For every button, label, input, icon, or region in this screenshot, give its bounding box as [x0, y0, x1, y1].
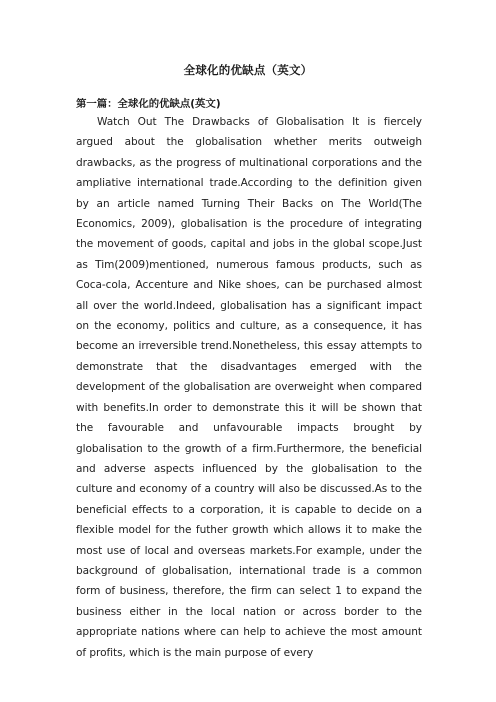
body-paragraph: Watch Out The Drawbacks of Globalisation It is fiercely argued about the globalisation whether merits outweigh drawbacks, as the progress of multinational corporations and the ampliative international trade.According to the definition given by an article named Turning Their Backs on The World(The Economics, 2009), globalisation is the procedure of integrating the movement of goods, capital and jobs in the global scope.Just as Tim(2009)mentioned, numerous famous products, such as Coca-cola, Accenture and Nike shoes, can be purchased almost all over the world.Indeed, globalisation has a significant impact on the economy, politics and culture, as a consequence, it has become an irreversible trend.Nonetheless, this essay attempts to demonstrate that the disadvantages emerged with the development of the globalisation are overweight when compared with benefits.In order to demonstrate this it will be shown that the favourable and unfavourable impacts brought by globalisation to the growth of a firm.Furthermore, the beneficial and adverse aspects influenced by the globalisation to the culture and economy of a country will also be discussed.As to the beneficial effects to a corporation, it is capable to decide on a flexible model for the futher growth which allows it to make the most use of local and overseas markets.For example, under the background of globalisation, international trade is a common form of business, therefore, the firm can select 1 to expand the business either in the local nation or across border to the appropriate nations where can help to achieve the most amount of profits, which is the main purpose of every	[76, 116, 422, 659]
section-heading: 第一篇：全球化的优缺点(英文)	[76, 98, 221, 110]
document-title: 全球化的优缺点（英文）	[183, 63, 313, 77]
